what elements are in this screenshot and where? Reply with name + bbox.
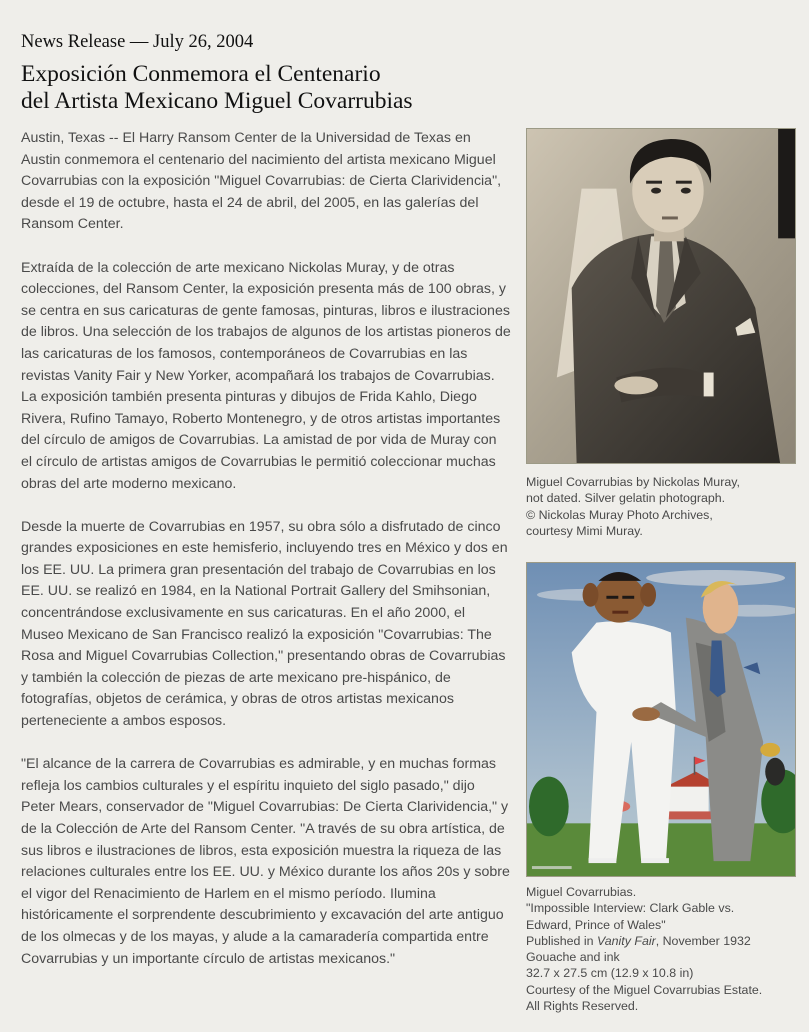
article-paragraph: Desde la muerte de Covarrubias en 1957, su obra sólo a disfrutado de cinco grandes exposiciones en este hemisferio, incluyendo tres en México y dos en los EE. UU. La primera gran presentación del trabajo de Covarrubias en los EE. UU. se realizó en 1984, en la National Portrait Gallery del Smihsonian, concentrándose exclusivamente en sus caricaturas. En el año 2000, el Museo Mexicano de San Francisco realizó la exposición "Covarrubias: The Rosa and Miguel Covarrubias Collection," presentando obras de Covarrubias y también la colección de piezas de arte mexicano pre-hispánico, de fotografías, objetos de cerámica, y obras de otros artistas mexicanos perteneciente a ambos esposos. xyxy=(21,518,508,730)
published-prefix: Published in xyxy=(526,933,597,948)
caption-line: Miguel Covarrubias by Nickolas Muray, xyxy=(526,475,740,489)
caption-published-line xyxy=(526,933,806,949)
article-body xyxy=(21,128,511,992)
caption-line: courtesy Mimi Muray. xyxy=(526,523,643,538)
caption-line: Edward, Prince of Wales" xyxy=(526,917,666,932)
caption-line: All Rights Reserved. xyxy=(526,999,639,1014)
magazine-title: Vanity Fair xyxy=(596,933,656,948)
article-paragraph: Austin, Texas -- El Harry Ransom Center de la Universidad de Texas en Austin conmemora el centenario del nacimiento del artista mexicano Miguel Covarrubias con la exposición "Miguel Covarrubias: de Cierta Clarividencia", desde el 19 de octubre, hasta el 24 de abril, del 2005, en las galerías del Ransom Center. xyxy=(21,130,502,233)
caption-line: Gouache and ink xyxy=(526,950,620,965)
caption-line: Courtesy of the Miguel Covarrubias Estate. xyxy=(526,982,763,997)
portrait-photo xyxy=(526,128,796,464)
painting-caption xyxy=(526,884,806,1014)
title-line-1: Exposición Conmemora el Centenario xyxy=(21,61,381,87)
caption-line: not dated. Silver gelatin photograph. xyxy=(526,491,726,506)
page-title xyxy=(21,61,413,115)
portrait-caption xyxy=(526,474,806,539)
article-paragraph: Extraída de la colección de arte mexicano Nickolas Muray, y de otras colecciones, del Ransom Center, la exposición presenta más de 100 obras, y se centra en sus caricaturas de gente famosas, pinturas, libros e ilustraciones de libros. Una selección de los trabajos de algunos de los artistas pioneros de las caricaturas de los famosos, contemporáneos de Covarrubias en las revistas Vanity Fair y New Yorker, acompañará los trabajos de Covarrubias. La exposición también presenta pinturas y dibujos de Frida Kahlo, Diego Rivera, Rufino Tamayo, Roberto Montenegro, y de otros artistas importantes del círculo de amigos de Covarrubias. La amistad de por vida de Muray con el círculo de artistas amigos de Covarrubias le permitió coleccionar muchas obras del arte moderno mexicano. xyxy=(21,259,511,492)
caption-line: "Impossible Interview: Clark Gable vs. xyxy=(526,901,735,916)
article-paragraph: "El alcance de la carrera de Covarrubias es admirable, y en muchas formas refleja los cambios culturales y el espíritu inquieto del siglo pasado," dijo Peter Mears, conservador de "Miguel Covarrubias: De Cierta Clarividencia," y de la Colección de Arte del Ransom Center. "A través de su obra artística, de sus libros e ilustraciones de libros, esta exposición muestra la riqueza de las relaciones culturales entre los EE. UU. y México durante los años 20s y sobre el vigor del Renacimiento de Harlem en el mismo período. Ilumina históricamente el sorprendente descubrimiento y excavación del arte antiguo de los olmecas y de los mayas, y alude a la camaradería compartida entre Covarrubias y un importante círculo de artistas mexicanos." xyxy=(21,756,510,967)
caption-line: © Nickolas Muray Photo Archives, xyxy=(526,507,713,522)
caricature-painting-artwork xyxy=(527,563,795,876)
news-release-dateline: News Release — July 26, 2004 xyxy=(21,32,254,52)
published-suffix: , November 1932 xyxy=(655,933,751,948)
title-line-2: del Artista Mexicano Miguel Covarrubias xyxy=(21,88,413,114)
portrait-photo-artwork xyxy=(527,129,795,463)
caption-line: Miguel Covarrubias. xyxy=(526,885,637,899)
caption-line: 32.7 x 27.5 cm (12.9 x 10.8 in) xyxy=(526,966,694,981)
caricature-painting xyxy=(526,562,796,877)
